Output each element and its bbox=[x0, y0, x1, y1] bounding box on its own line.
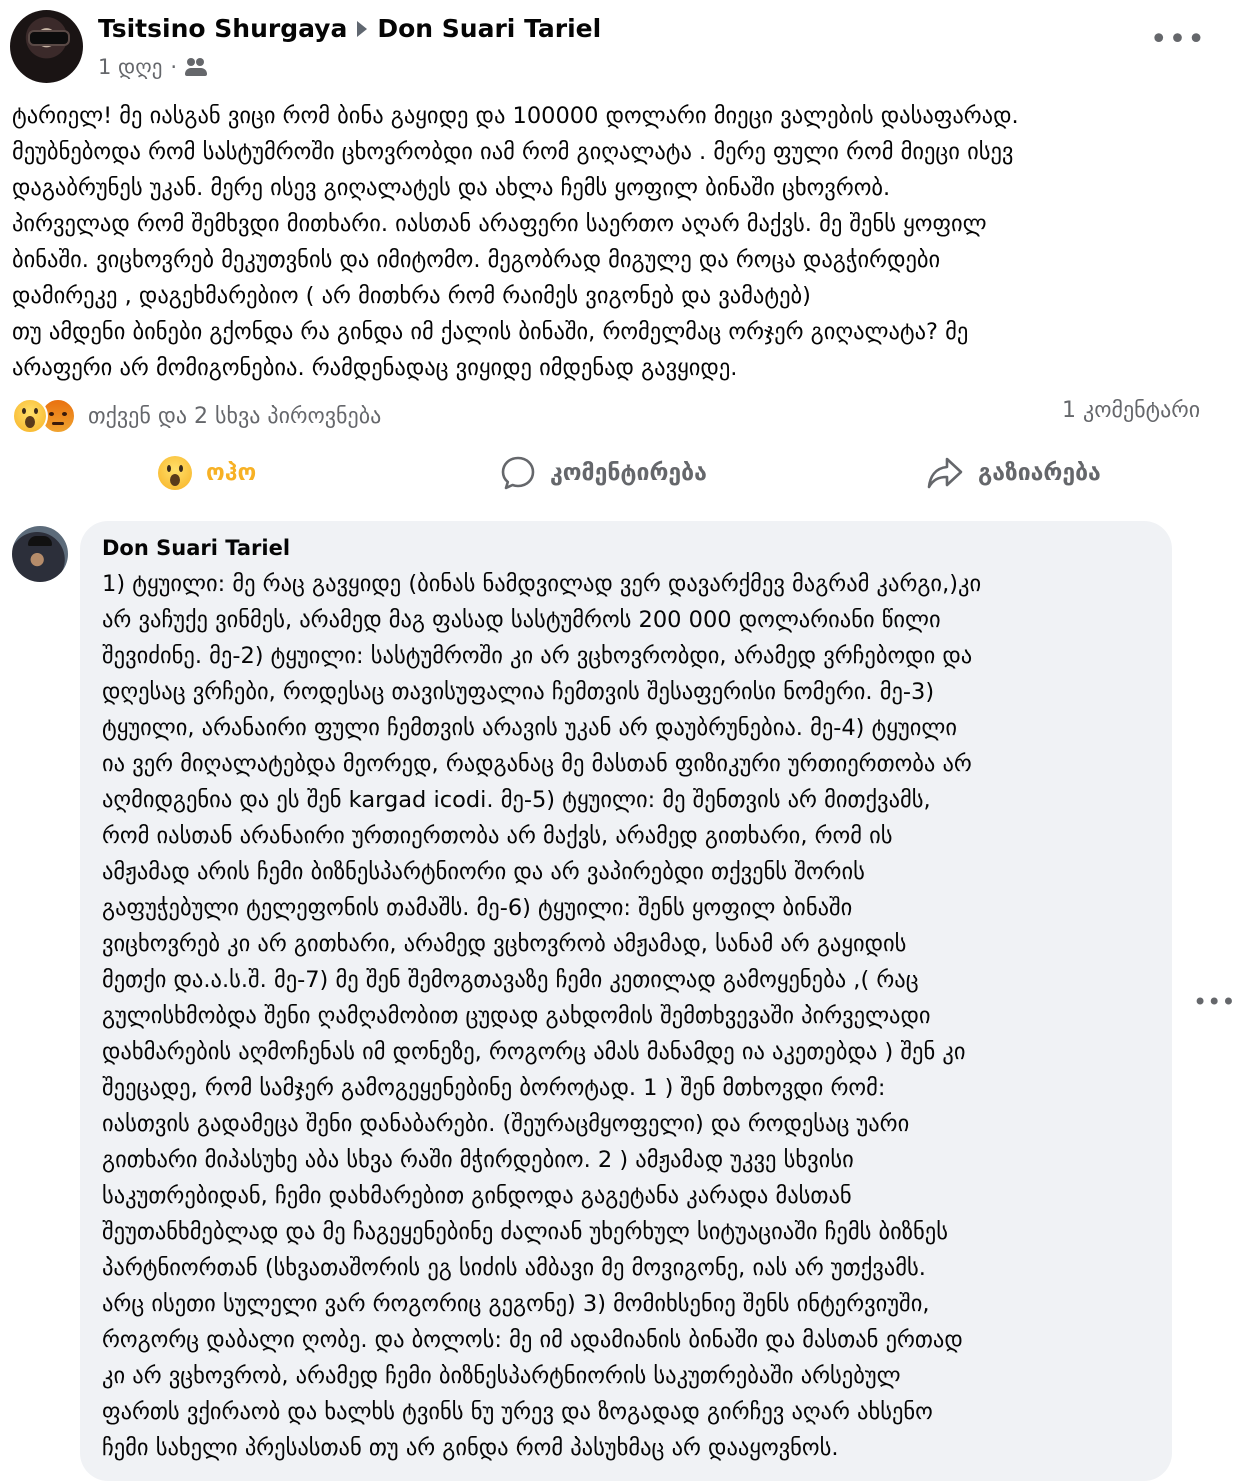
comment-text-line: ამჟამად არის ჩემი ბიზნესპარტნიორი და არ ვაპირებდი თქვენს შორის bbox=[102, 859, 865, 885]
share-arrow-icon bbox=[926, 456, 964, 490]
comment-text-line: საკუთრებიდან, ჩემი დახმარებით გინდოდა გაგეტანა კარადა მასთან bbox=[102, 1183, 852, 1209]
author-avatar[interactable] bbox=[10, 10, 83, 83]
comment-text-line: 1) ტყუილი: მე რაც გავყიდე (ბინას ნამდვილად ვერ დავარქმევ მაგრამ კარგი,)კი bbox=[102, 571, 982, 597]
more-options-icon[interactable]: ••• bbox=[1149, 22, 1206, 57]
comment-text-line: შევიძინე. მე-2) ტყუილი: სასტუმროში კი არ ვცხოვრობდი, არამედ ვრჩებოდი და bbox=[102, 643, 973, 669]
commenter-avatar[interactable] bbox=[12, 526, 68, 582]
comment-text-line: ჩემი სახელი პრესასთან თუ არ გინდა რომ პასუხმაც არ დააყოვნოს. bbox=[102, 1435, 839, 1461]
comment-text-line: ტყუილი, არანაირი ფული ჩემთვის არავის უკან არ დაუბრუნებია. მე-4) ტყუილი bbox=[102, 715, 957, 741]
comment-text-line: აღმიდგენია და ეს შენ kargad icodi. მე-5) ტყუილი: მე შენთვის არ მითქვამს, bbox=[102, 787, 931, 813]
comment-text bbox=[102, 566, 1158, 1466]
comment-more-options-icon[interactable]: ••• bbox=[1193, 988, 1235, 1016]
share-button-label: გაზიარება bbox=[978, 460, 1101, 486]
comment-bubble-icon bbox=[500, 455, 536, 491]
comment-text-line: შეეცადე, რომ სამჯერ გამოგეყენებინე ბოროტად. 1 ) შენ მთხოვდი რომ: bbox=[102, 1075, 886, 1101]
comment-text-line: მეთქი და.ა.ს.შ. მე-7) მე შენ შემოგთავაზე ჩემი კეთილად გამოყენება ,( რაც bbox=[102, 967, 919, 993]
friends-icon[interactable] bbox=[185, 58, 207, 76]
post-author-name[interactable]: Tsitsino Shurgaya bbox=[98, 14, 348, 43]
comment-text-line: რომ იასთან არანაირი ურთიერთობა არ მაქვს, არამედ გითხარი, რომ ის bbox=[102, 823, 893, 849]
post-meta bbox=[98, 55, 207, 79]
reactions-summary[interactable] bbox=[12, 398, 381, 434]
react-button-label: ოჰო bbox=[206, 460, 257, 486]
post-text-line: თუ ამდენი ბინები გქონდა რა გინდა იმ ქალის ბინაში, რომელმაც ორჯერ გიღალატა? მე bbox=[12, 319, 969, 345]
reactions-text[interactable]: თქვენ და 2 სხვა პიროვნება bbox=[88, 403, 382, 429]
comment-text-line: იასთვის გადამეცა შენი დანაბარები. (შეურაცმყოფელი) და როდესაც უარი bbox=[102, 1111, 910, 1137]
post-target-name[interactable]: Don Suari Tariel bbox=[377, 14, 602, 43]
comment-text-line: ია ვერ მიღალატებდა მეორედ, რადგანაც მე მასთან ფიზიკური ურთიერთობა არ bbox=[102, 751, 972, 777]
post-text-line: დაგაბრუნეს უკან. მერე ისევ გიღალატეს და ახლა ჩემს ყოფილ ბინაში ცხოვრობ. bbox=[12, 175, 891, 201]
comment-button[interactable] bbox=[500, 450, 707, 496]
comment-text-line: ვიცხოვრებ კი არ გითხარი, არამედ ვცხოვრობ ამჟამად, სანამ არ გაყიდის bbox=[102, 931, 907, 957]
comment-text-line: გითხარი მიპასუხე აბა სხვა რაში მჭირდებიო. 2 ) ამჟამად უკვე სხვისი bbox=[102, 1147, 854, 1173]
wow-reaction-icon bbox=[12, 398, 48, 434]
post-text-line: დამირეკე , დაგეხმარებიო ( არ მითხრა რომ რაიმეს ვიგონებ და ვამატებ) bbox=[12, 283, 811, 309]
comment-text-line: არ ვაჩუქე ვინმეს, არამედ მაგ ფასად სასტუმროს 200 000 დოლარიანი წილი bbox=[102, 607, 941, 633]
comment-text-line: როგორც დაბალი ღობე. და ბოლოს: მე იმ ადამიანის ბინაში და მასთან ერთად bbox=[102, 1327, 963, 1353]
comment-text-line: პარტნიორთან (სხვათაშორის ეგ სიძის ამბავი მე მოვიგონე, იას არ უთქვამს. bbox=[102, 1255, 926, 1281]
comment-text-line: დახმარების აღმოჩენას იმ დონეზე, როგორც ამას მანამდე ია აკეთებდა ) შენ კი bbox=[102, 1039, 966, 1065]
triangle-right-icon bbox=[357, 21, 367, 37]
post-timestamp[interactable]: 1 დღე bbox=[98, 55, 163, 79]
post-text-line: ბინაში. ვიცხოვრებ მეკუთვნის და იმიტომო. მეგობრად მიგულე და როცა დაგჭირდები bbox=[12, 247, 941, 273]
comment-button-label: კომენტირება bbox=[550, 460, 707, 486]
comment-text-line: გულისხმობდა შენი ღამღამობით ცუდად გახდომის შემთხვევაში პირველადი bbox=[102, 1003, 931, 1029]
comment-text-line: კი არ ვცხოვრობ, არამედ ჩემი ბიზნესპარტნიორის საკუთრებაში არსებულ bbox=[102, 1363, 901, 1389]
meta-separator: · bbox=[170, 55, 178, 79]
comment-text-line: შეუთანხმებლად და მე ჩაგეყენებინე ძალიან უხერხულ სიტუაციაში ჩემს ბიზნეს bbox=[102, 1219, 948, 1245]
comment-text-line: გაფუჭებული ტელეფონის თამაშს. მე-6) ტყუილი: შენს ყოფილ ბინაში bbox=[102, 895, 853, 921]
post-text bbox=[12, 98, 1212, 386]
comment-text-line: ფართს ვქირაობ და ხალხს ტვინს ნუ ურევ და ზოგადად გირჩევ აღარ ახსენო bbox=[102, 1399, 933, 1425]
post-header-names bbox=[98, 14, 601, 43]
post-text-line: არაფერი არ მომიგონებია. რამდენადაც ვიყიდე იმდენად გავყიდე. bbox=[12, 355, 738, 381]
comment-author-name[interactable]: Don Suari Tariel bbox=[102, 536, 291, 560]
wow-reaction-icon bbox=[158, 456, 192, 490]
comments-count[interactable]: 1 კომენტარი bbox=[1062, 398, 1201, 423]
post-text-line: ტარიელ! მე იასგან ვიცი რომ ბინა გაყიდე და 100000 დოლარი მიეცი ვალების დასაფარად. bbox=[12, 103, 1019, 129]
comment-text-line: არც ისეთი სულელი ვარ როგორიც გეგონე) 3) მომიხსენიე შენს ინტერვიუში, bbox=[102, 1291, 930, 1317]
comment-text-line: დღესაც ვრჩები, როდესაც თავისუფალია ჩემთვის შესაფერისი ნომერი. მე-3) bbox=[102, 679, 935, 705]
post-text-line: მეუბნებოდა რომ სასტუმროში ცხოვრობდი იამ რომ გიღალატა . მერე ფული რომ მიეცი ისევ bbox=[12, 139, 1014, 165]
share-button[interactable] bbox=[926, 450, 1101, 496]
react-button[interactable] bbox=[158, 450, 256, 496]
post-text-line: პირველად რომ შემხვდი მითხარი. იასთან არაფერი საერთო აღარ მაქვს. მე შენს ყოფილ bbox=[12, 211, 987, 237]
